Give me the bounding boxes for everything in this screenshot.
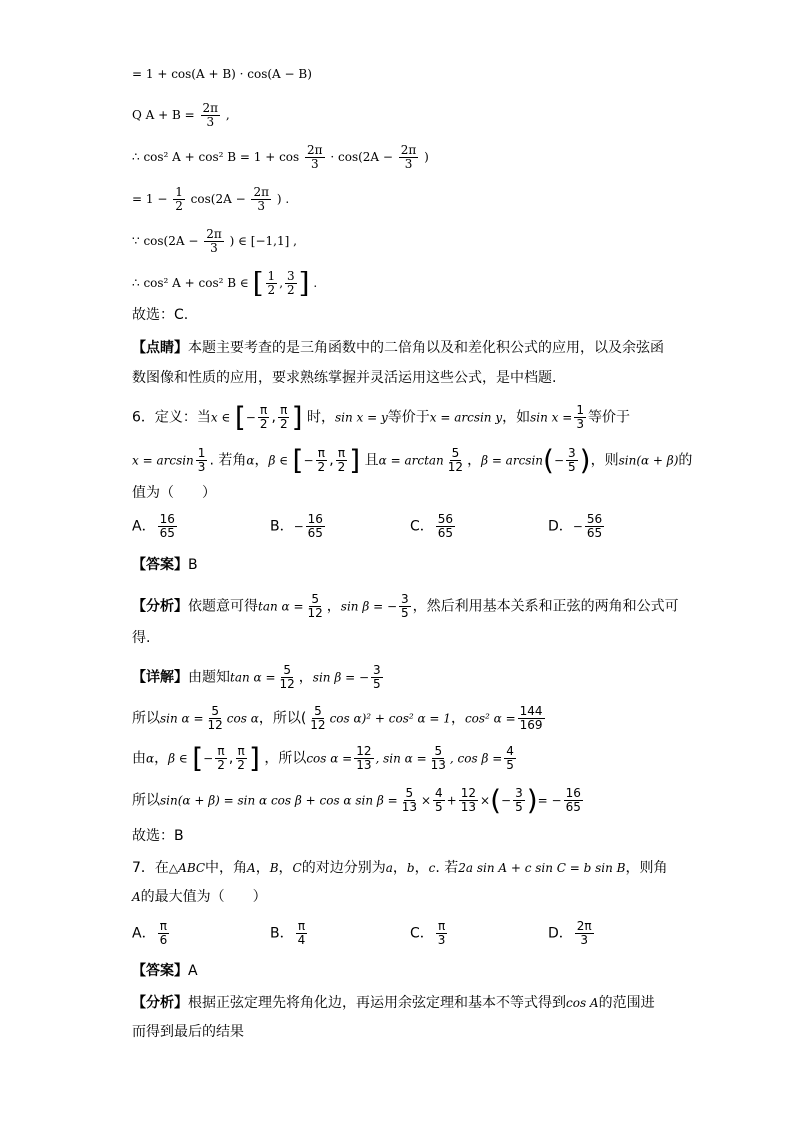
q6-detail-line-1: 【详解】由题知tan α = $\frac{5}{12}$ ，sin β = − $\frac{3}{5}$	[132, 663, 381, 691]
comment-line-2: 数图像和性质的应用，要求熟练掌握并灵活运用这些公式，是中档题.	[132, 370, 557, 386]
fraction: $\frac{2\pi}{3}$	[202, 101, 219, 129]
q6-detail-line-2: 所以sin α = $\frac{5}{12}$ cos α，所以( $\frac{5}{12}$ cos α)² + cos² α = 1，cos² α = $\frac{144}{169}$	[132, 704, 543, 732]
q7-line-1: 7．在△ABC中，角A，B，C的对边分别为a，b，c. 若2a sin A + c sin C = b sin B，则角	[132, 860, 668, 876]
q6-option-c[interactable]: C． $\frac{56}{65}$	[410, 512, 454, 540]
q7-option-b[interactable]: B． $\frac{\pi}{4}$	[270, 919, 306, 947]
comment-line-1: 【点睛】本题主要考查的是三角函数中的二倍角以及和差化积公式的应用，以及余弦函	[132, 340, 664, 356]
step-line-2: Q A + B = $\frac{2\pi}{3}$ ,	[132, 101, 230, 129]
q6-answer: 【答案】B	[132, 557, 198, 573]
step-line-6: ∴ cos² A + cos² B ∈ [ $\frac{1}{2}$ , $\frac{3}{2}$ ] .	[132, 266, 318, 300]
q6-line-1: 6．定义：当x ∈ [− $\frac{\pi}{2}$ , $\frac{\pi}{2}$ ] 时，sin x = y等价于x = arcsin y，如sin x = $\frac{1}{3}$ 等价于	[132, 400, 630, 434]
q6-end: 故选：B	[132, 828, 184, 844]
fraction: $\frac{1}{2}$	[267, 269, 276, 297]
fraction: $\frac{2\pi}{3}$	[400, 143, 417, 171]
q6-line-3: 值为（ ）	[132, 485, 216, 501]
step-line-4: = 1 − $\frac{1}{2}$ cos(2A − $\frac{2\pi}{3}$ ) .	[132, 185, 290, 213]
fraction: $\frac{2\pi}{3}$	[253, 185, 269, 213]
q7-analysis-line-1: 【分析】根据正弦定理先将角化边，再运用余弦定理和基本不等式得到cos A的范围进	[132, 995, 655, 1011]
q7-line-2: A的最大值为（ ）	[132, 889, 267, 905]
q6-analysis-line-1: 【分析】依题意可得tan α = $\frac{5}{12}$ ，sin β = − $\frac{3}{5}$ ，然后利用基本关系和正弦的两角和公式可	[132, 592, 679, 620]
q6-line-2: x = arcsin $\frac{1}{3}$ . 若角α，β ∈ [− $\frac{\pi}{2}$ , $\frac{\pi}{2}$ ] 且α = arctan $\frac{5}{12}$ ，β = arcsin(− $\frac{3}{5}$ )，则sin(α + β)的	[132, 443, 693, 477]
q7-analysis-line-2: 而得到最后的结果	[132, 1024, 244, 1040]
q6-detail-line-4: 所以sin(α + β) = sin α cos β + cos α sin β = $\frac{5}{13}$ × $\frac{4}{5}$ + $\frac{12}{13}$ ×(− $\frac{3}{5}$ )= − $\frac{16}{65}$	[132, 783, 581, 817]
step-line-1: = 1 + cos(A + B) · cos(A − B)	[132, 67, 312, 81]
choice-line: 故选：C.	[132, 307, 189, 323]
q6-option-b[interactable]: B．− $\frac{16}{65}$	[270, 512, 323, 540]
q7-option-d[interactable]: D． $\frac{2\pi}{3}$	[548, 919, 592, 947]
q6-detail-line-3: 由α，β ∈ [− $\frac{\pi}{2}$ , $\frac{\pi}{2}$ ] ，所以cos α = $\frac{12}{13}$ , sin α = $\frac{5}{13}$ , cos β = $\frac{4}{5}$	[132, 741, 514, 775]
q6-option-d[interactable]: D．− $\frac{56}{65}$	[548, 512, 603, 540]
fraction: $\frac{1}{2}$	[175, 185, 183, 213]
q6-option-a[interactable]: A． $\frac{16}{65}$	[132, 512, 175, 540]
q7-answer: 【答案】A	[132, 963, 198, 979]
fraction: $\frac{3}{2}$	[287, 269, 295, 297]
q7-option-a[interactable]: A． $\frac{\pi}{6}$	[132, 919, 168, 947]
q6-analysis-line-2: 得.	[132, 630, 151, 646]
step-line-5: ∵ cos(2A − $\frac{2\pi}{3}$ ) ∈ [−1,1] ,	[132, 227, 297, 255]
q7-option-c[interactable]: C． $\frac{\pi}{3}$	[410, 919, 446, 947]
step-line-3: ∴ cos² A + cos² B = 1 + cos $\frac{2\pi}{3}$ · cos(2A − $\frac{2\pi}{3}$ )	[132, 143, 429, 171]
fraction: $\frac{2\pi}{3}$	[307, 143, 323, 171]
fraction: $\frac{2\pi}{3}$	[206, 227, 222, 255]
